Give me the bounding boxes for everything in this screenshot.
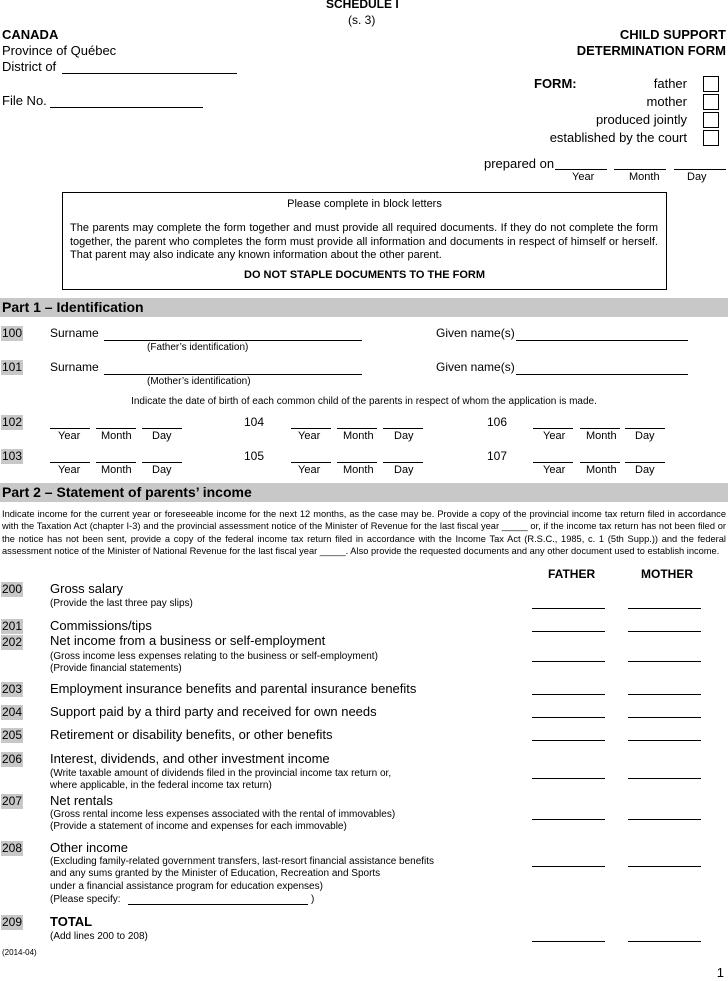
item-201-label: Commissions/tips — [50, 618, 152, 633]
prepared-day-label: Day — [687, 171, 707, 183]
item-200-label: Gross salary — [50, 581, 123, 596]
child-103-day-field[interactable] — [142, 462, 182, 463]
notice-box — [62, 192, 667, 290]
prepared-day-field[interactable] — [674, 169, 726, 170]
item-208-label: Other income — [50, 840, 129, 855]
child-102-month-label: Month — [101, 430, 132, 442]
mother-surname-label: Surname — [50, 360, 99, 374]
item-203-father-field[interactable] — [532, 694, 605, 695]
mother-surname-field[interactable] — [104, 374, 362, 375]
child-104-month-label: Month — [343, 430, 374, 442]
code-208: 208 — [2, 841, 23, 855]
item-207-note-1: (Gross rental income less expenses associated with the rental of immovables) — [50, 809, 396, 820]
code-204: 204 — [2, 705, 23, 719]
notice-block-letters: Please complete in block letters — [287, 198, 442, 210]
item-202-mother-field[interactable] — [628, 661, 701, 662]
mother-given-names-label: Given name(s) — [436, 360, 515, 374]
item-200-note: (Provide the last three pay slips) — [50, 598, 193, 609]
child-106-month-field[interactable] — [580, 428, 620, 429]
code-103: 103 — [2, 449, 23, 463]
mother-given-names-field[interactable] — [516, 374, 688, 375]
item-206-father-field[interactable] — [532, 778, 605, 779]
child-106-day-field[interactable] — [625, 428, 665, 429]
prepared-month-field[interactable] — [614, 169, 666, 170]
child-102-month-field[interactable] — [96, 428, 136, 429]
section-reference: (s. 3) — [348, 13, 376, 27]
child-107-day-label: Day — [635, 464, 655, 476]
child-104-day-label: Day — [394, 430, 414, 442]
code-205: 205 — [2, 728, 23, 742]
item-207-mother-field[interactable] — [628, 819, 701, 820]
child-105-month-label: Month — [343, 464, 374, 476]
province-label: Province of Québec — [2, 43, 117, 58]
item-204-label: Support paid by a third party and received for own needs — [50, 704, 377, 719]
child-105-year-field[interactable] — [291, 462, 331, 463]
child-105-day-field[interactable] — [383, 462, 423, 463]
item-207-label: Net rentals — [50, 793, 113, 808]
item-207-father-field[interactable] — [532, 819, 605, 820]
schedule-title: SCHEDULE I — [326, 0, 399, 11]
father-given-names-label: Given name(s) — [436, 326, 515, 340]
district-label: District of — [2, 59, 57, 74]
item-209-note: (Add lines 200 to 208) — [50, 931, 148, 942]
code-207: 207 — [2, 794, 23, 808]
district-field[interactable] — [62, 73, 237, 74]
item-202-note-2: (Provide financial statements) — [50, 663, 182, 674]
item-204-father-field[interactable] — [532, 717, 605, 718]
code-203: 203 — [2, 682, 23, 696]
form-version: (2014-04) — [2, 948, 37, 957]
prepared-year-field[interactable] — [555, 169, 607, 170]
mother-column-header: MOTHER — [641, 567, 693, 581]
item-206-note-1: (Write taxable amount of dividends filed in the provincial income tax return or, — [50, 768, 392, 779]
item-206-mother-field[interactable] — [628, 778, 701, 779]
child-104-year-label: Year — [298, 430, 321, 442]
item-208-specify-label: (Please specify: — [50, 894, 121, 905]
code-102: 102 — [2, 415, 23, 429]
form-title-line2: DETERMINATION FORM — [576, 43, 726, 58]
child-103-year-field[interactable] — [50, 462, 90, 463]
code-100: 100 — [2, 326, 23, 340]
child-104-month-field[interactable] — [337, 428, 377, 429]
notice-staple-warning: DO NOT STAPLE DOCUMENTS TO THE FORM — [244, 269, 485, 281]
child-107-month-label: Month — [586, 464, 617, 476]
item-208-father-field[interactable] — [532, 866, 605, 867]
child-105-year-label: Year — [298, 464, 321, 476]
prepared-year-label: Year — [572, 171, 595, 183]
notice-body: The parents may complete the form together and must provide all required documents. If they do not complete the form together, the parent who completes the form must provide all information and documents in respect of himself or herself. That parent may also indicate any known information about the other parent. — [70, 222, 658, 261]
father-identification-note: (Father’s identification) — [147, 342, 249, 353]
file-number-field[interactable] — [50, 107, 203, 108]
item-205-father-field[interactable] — [532, 740, 605, 741]
father-column-header: FATHER — [548, 567, 596, 581]
form-option-father-label: father — [653, 76, 687, 91]
file-number-label: File No. — [2, 93, 47, 108]
item-201-mother-field[interactable] — [628, 631, 701, 632]
father-surname-field[interactable] — [104, 340, 362, 341]
form-option-mother-checkbox[interactable] — [703, 94, 719, 110]
child-107-year-label: Year — [543, 464, 566, 476]
child-106-month-label: Month — [586, 430, 617, 442]
form-option-jointly-label: produced jointly — [595, 112, 687, 127]
country-label: CANADA — [2, 27, 59, 42]
part1-header — [0, 298, 728, 317]
child-102-day-field[interactable] — [142, 428, 182, 429]
child-102-day-label: Day — [152, 430, 172, 442]
form-option-court-checkbox[interactable] — [703, 130, 719, 146]
item-204-mother-field[interactable] — [628, 717, 701, 718]
child-104-day-field[interactable] — [383, 428, 423, 429]
child-102-year-field[interactable] — [50, 428, 90, 429]
form-option-jointly-checkbox[interactable] — [703, 112, 719, 128]
code-200: 200 — [2, 582, 23, 596]
part2-header — [0, 483, 728, 502]
part1-title: Part 1 – Identification — [2, 299, 144, 315]
child-102-year-label: Year — [58, 430, 81, 442]
item-208-note-2: and any sums granted by the Minister of Education, Recreation and Sports — [50, 868, 381, 879]
form-option-court-label: established by the court — [549, 130, 687, 145]
item-202-father-field[interactable] — [532, 661, 605, 662]
child-103-month-field[interactable] — [96, 462, 136, 463]
code-206: 206 — [2, 752, 23, 766]
prepared-month-label: Month — [629, 171, 660, 183]
child-dob-instruction: Indicate the date of birth of each common child of the parents in respect of whom the application is made. — [131, 396, 597, 407]
child-107-day-field[interactable] — [625, 462, 665, 463]
item-206-label: Interest, dividends, and other investment income — [50, 751, 330, 766]
item-208-mother-field[interactable] — [628, 866, 701, 867]
child-107-month-field[interactable] — [580, 462, 620, 463]
item-209-father-total-field[interactable] — [532, 941, 605, 942]
part2-intro: Indicate income for the current year or foreseeable income for the next 12 months, as the case may be. Provide a copy of the provincial income tax return filed in accordance with the Taxation Act (chapter I-3) and the provincial assessment notice of the Minister of Revenue for the last fiscal year _____ or, if the income tax return has not been filed or the notice has not been sent, provide a copy of the federal income tax return filed in accordance with the Income Tax Act (R.S.C., 1985, c. 1 (5th Supp.)) and the federal assessment notice of the Minister of National Revenue for the last fiscal year _____. Also provide the requested documents and any other document used to establish income. — [2, 509, 726, 557]
form-option-mother-label: mother — [646, 94, 687, 109]
item-208-note-3: under a financial assistance program for education expenses) — [50, 881, 323, 892]
mother-identification-note: (Mother’s identification) — [147, 376, 251, 387]
item-208-specify-field[interactable] — [128, 904, 308, 905]
item-203-label: Employment insurance benefits and parental insurance benefits — [50, 681, 417, 696]
form-type-label: FORM: — [534, 76, 577, 91]
item-208-specify-close: ) — [311, 894, 315, 905]
item-206-note-2: where applicable, in the federal income tax return) — [50, 780, 272, 791]
code-105: 105 — [244, 449, 265, 463]
item-209-mother-total-field[interactable] — [628, 941, 701, 942]
item-205-label: Retirement or disability benefits, or other benefits — [50, 727, 333, 742]
child-106-day-label: Day — [635, 430, 655, 442]
child-105-month-field[interactable] — [337, 462, 377, 463]
item-208-note-1: (Excluding family-related government transfers, last-resort financial assistance benefits — [50, 856, 435, 867]
code-209: 209 — [2, 915, 23, 929]
item-207-note-2: (Provide a statement of income and expenses for each immovable) — [50, 821, 347, 832]
item-200-mother-field[interactable] — [628, 608, 701, 609]
item-202-label: Net income from a business or self-employment — [50, 633, 326, 648]
code-201: 201 — [2, 619, 23, 633]
child-103-year-label: Year — [58, 464, 81, 476]
item-203-mother-field[interactable] — [628, 694, 701, 695]
part2-title: Part 2 – Statement of parents’ income — [2, 484, 252, 500]
form-option-father-checkbox[interactable] — [703, 76, 719, 92]
child-106-year-label: Year — [543, 430, 566, 442]
child-105-day-label: Day — [394, 464, 414, 476]
code-101: 101 — [2, 360, 23, 374]
prepared-on-label: prepared on — [484, 156, 555, 171]
father-given-names-field[interactable] — [516, 340, 688, 341]
item-209-label: TOTAL — [50, 914, 93, 929]
item-200-father-field[interactable] — [532, 608, 605, 609]
father-surname-label: Surname — [50, 326, 99, 340]
code-104: 104 — [244, 415, 265, 429]
child-103-month-label: Month — [101, 464, 132, 476]
code-107: 107 — [487, 449, 508, 463]
code-106: 106 — [487, 415, 508, 429]
form-title-line1: CHILD SUPPORT — [619, 27, 726, 42]
page-number: 1 — [716, 965, 724, 980]
child-106-year-field[interactable] — [533, 428, 573, 429]
item-205-mother-field[interactable] — [628, 740, 701, 741]
child-103-day-label: Day — [152, 464, 172, 476]
item-201-father-field[interactable] — [532, 631, 605, 632]
child-104-year-field[interactable] — [291, 428, 331, 429]
child-107-year-field[interactable] — [533, 462, 573, 463]
code-202: 202 — [2, 635, 23, 649]
item-202-note-1: (Gross income less expenses relating to the business or self-employment) — [50, 651, 378, 662]
